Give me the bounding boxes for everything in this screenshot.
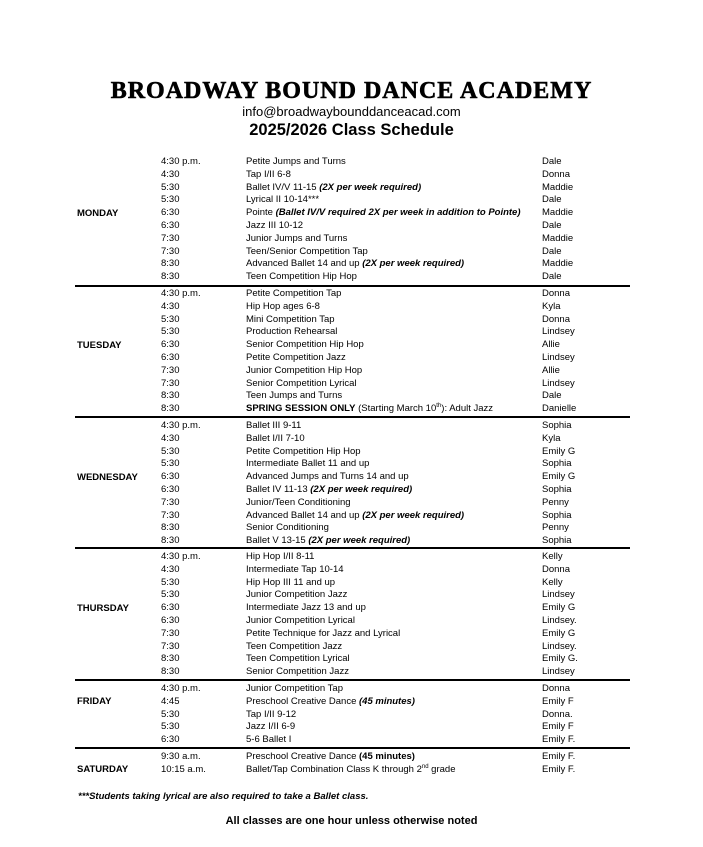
class-time: 7:30 xyxy=(161,640,180,652)
class-time: 4:30 p.m. xyxy=(161,551,201,562)
instructor-name: Emily F. xyxy=(542,734,576,746)
instructor-name: Donna xyxy=(542,563,570,575)
section-divider xyxy=(75,747,630,749)
class-name-text: Teen Jumps and Turns xyxy=(246,390,343,402)
class-name xyxy=(246,484,412,497)
class-name xyxy=(246,510,464,523)
class-requirement-note: (Ballet IV/V required 2X per week in addition to Pointe) xyxy=(275,207,521,219)
session-label: SPRING SESSION ONLY xyxy=(246,403,356,415)
class-name-text: Petite Competition Jazz xyxy=(246,352,346,363)
class-row xyxy=(75,220,630,233)
class-row xyxy=(75,271,630,284)
class-name-text: Petite Competition Hip Hop xyxy=(246,445,361,457)
class-time: 7:30 xyxy=(161,377,180,389)
class-name xyxy=(246,577,335,590)
class-name xyxy=(246,734,291,747)
instructor-name: Maddie xyxy=(542,207,574,219)
class-name-text: Production Rehearsal xyxy=(246,326,338,338)
class-row xyxy=(75,301,630,314)
instructor-name: Dale xyxy=(542,194,562,206)
class-time: 6:30 xyxy=(161,734,180,746)
class-name-text: Tap I/II 6-8 xyxy=(246,168,291,180)
class-name-text: Senior Competition Hip Hop xyxy=(246,339,364,351)
instructor-name: Sophia xyxy=(542,484,572,495)
class-name-text: Petite Jumps and Turns xyxy=(246,156,346,167)
class-row xyxy=(75,471,630,484)
day-label: WEDNESDAY xyxy=(77,472,138,483)
class-time: 6:30 xyxy=(161,339,180,351)
class-requirement-note: (2X per week required) xyxy=(362,258,465,270)
instructor-name: Lindsey. xyxy=(542,615,577,626)
class-name xyxy=(246,497,351,510)
class-name-text: Teen Competition Lyrical xyxy=(246,653,350,665)
class-name-text: Hip Hop III 11 and up xyxy=(246,576,336,588)
class-name-text: Petite Competition Tap xyxy=(246,288,342,299)
instructor-name: Emily G xyxy=(542,627,576,639)
class-time: 4:30 p.m. xyxy=(161,420,201,431)
class-name xyxy=(246,653,350,666)
instructor-name: Sophia xyxy=(542,420,572,431)
class-time: 4:30 p.m. xyxy=(161,683,201,694)
class-time: 6:30 xyxy=(161,220,180,231)
contact-email[interactable]: info@broadwaybounddanceacad.com xyxy=(242,104,461,119)
instructor-name: Allie xyxy=(542,364,560,376)
class-name xyxy=(246,326,337,339)
class-requirement-note: (2X per week required) xyxy=(319,181,422,193)
class-name-text: Junior Competition Lyrical xyxy=(246,615,355,626)
class-requirement-note: (2X per week required) xyxy=(310,484,413,495)
class-name xyxy=(246,314,335,327)
class-name xyxy=(246,365,362,378)
class-time: 4:30 xyxy=(161,563,180,575)
section-divider xyxy=(75,679,630,681)
class-name xyxy=(246,156,346,169)
instructor-name: Lindsey xyxy=(542,377,575,389)
class-name xyxy=(246,403,493,416)
class-time: 8:30 xyxy=(161,653,180,665)
class-time: 8:30 xyxy=(161,522,180,534)
class-row xyxy=(75,194,630,207)
footer-note: All classes are one hour unless otherwise noted xyxy=(225,815,478,827)
class-name-text: Intermediate Jazz 13 and up xyxy=(246,602,366,614)
section-divider xyxy=(75,416,630,418)
class-row xyxy=(75,233,630,246)
class-row xyxy=(75,497,630,510)
class-requirement-note: (45 minutes) xyxy=(359,695,415,707)
class-row xyxy=(75,764,630,777)
instructor-name: Lindsey. xyxy=(542,640,577,652)
class-row xyxy=(75,666,630,679)
class-name xyxy=(246,564,344,577)
class-name xyxy=(246,169,291,182)
class-row xyxy=(75,207,630,220)
class-name xyxy=(246,420,301,433)
class-name xyxy=(246,220,303,233)
ordinal-suffix: th xyxy=(436,403,442,410)
instructor-name: Maddie xyxy=(542,181,574,193)
class-row xyxy=(75,589,630,602)
class-name xyxy=(246,339,364,352)
instructor-name: Emily F. xyxy=(542,763,576,775)
class-name-text: Junior/Teen Conditioning xyxy=(246,496,351,508)
instructor-name: Kyla xyxy=(542,300,561,312)
class-time: 10:15 a.m. xyxy=(161,763,206,775)
class-time: 7:30 xyxy=(161,364,180,376)
class-time: 6:30 xyxy=(161,602,180,614)
class-name-text: Advanced Ballet 14 and up xyxy=(246,258,363,270)
instructor-name: Emily F xyxy=(542,721,574,733)
class-name-text: Advanced Ballet 14 and up xyxy=(246,509,363,521)
class-row xyxy=(75,484,630,497)
instructor-name: Sophia xyxy=(542,509,572,521)
day-label: SATURDAY xyxy=(77,764,129,775)
class-row xyxy=(75,510,630,523)
class-time: 5:30 xyxy=(161,326,180,338)
class-name-text: Advanced Jumps and Turns 14 and up xyxy=(246,471,409,483)
class-time: 5:30 xyxy=(161,589,180,601)
instructor-name: Donna xyxy=(542,683,570,694)
class-name-text: Lyrical II 10-14*** xyxy=(246,194,320,206)
class-requirement-note: (2X per week required) xyxy=(362,509,465,521)
instructor-name: Penny xyxy=(542,522,569,534)
instructor-name: Emily G. xyxy=(542,653,578,665)
class-time: 5:30 xyxy=(161,313,180,325)
instructor-name: Maddie xyxy=(542,232,574,244)
class-name xyxy=(246,207,521,220)
class-row xyxy=(75,378,630,391)
class-time: 7:30 xyxy=(161,232,180,244)
class-row xyxy=(75,721,630,734)
class-name xyxy=(246,683,343,696)
instructor-name: Allie xyxy=(542,339,560,351)
class-row xyxy=(75,458,630,471)
instructor-name: Donna xyxy=(542,288,570,299)
class-name xyxy=(246,352,346,365)
class-row xyxy=(75,751,630,764)
class-row xyxy=(75,641,630,654)
class-time: 5:30 xyxy=(161,721,180,733)
instructor-name: Kelly xyxy=(542,551,563,562)
class-time: 8:30 xyxy=(161,403,180,415)
class-time: 7:30 xyxy=(161,509,180,521)
class-row xyxy=(75,326,630,339)
class-row xyxy=(75,258,630,271)
instructor-name: Emily G xyxy=(542,602,576,614)
class-name-text: 5-6 Ballet I xyxy=(246,734,292,746)
day-label: MONDAY xyxy=(77,208,119,219)
class-name-text: Preschool Creative Dance xyxy=(246,751,359,762)
class-name-text: Ballet IV 11-13 xyxy=(246,484,311,495)
class-row xyxy=(75,709,630,722)
instructor-name: Dale xyxy=(542,271,562,283)
instructor-name: Dale xyxy=(542,245,562,257)
instructor-name: Maddie xyxy=(542,258,574,270)
class-row xyxy=(75,577,630,590)
class-time: 5:30 xyxy=(161,445,180,457)
class-row xyxy=(75,522,630,535)
class-name-text: Junior Competition Tap xyxy=(246,683,343,694)
class-row xyxy=(75,433,630,446)
class-name xyxy=(246,288,341,301)
class-time: 4:30 p.m. xyxy=(161,288,201,299)
class-row xyxy=(75,246,630,259)
schedule-title: 2025/2026 Class Schedule xyxy=(249,121,454,139)
class-name-text: Teen Competition Hip Hop xyxy=(246,271,357,283)
class-name-text: Tap I/II 9-12 xyxy=(246,708,297,720)
class-name xyxy=(246,696,415,709)
class-time: 7:30 xyxy=(161,627,180,639)
class-name xyxy=(246,602,366,615)
class-row xyxy=(75,339,630,352)
class-time: 6:30 xyxy=(161,471,180,483)
class-name-text: Junior Competition Jazz xyxy=(246,589,348,601)
class-name xyxy=(246,751,415,764)
class-name-text: Teen/Senior Competition Tap xyxy=(246,245,368,257)
class-row xyxy=(75,446,630,459)
class-row xyxy=(75,734,630,747)
class-name-text: Junior Jumps and Turns xyxy=(246,232,348,244)
class-row xyxy=(75,551,630,564)
class-row xyxy=(75,169,630,182)
class-name-text: Intermediate Ballet 11 and up xyxy=(246,458,370,470)
class-row xyxy=(75,602,630,615)
class-name xyxy=(246,764,455,777)
class-time: 8:30 xyxy=(161,271,180,283)
class-duration-note: (45 minutes) xyxy=(359,751,415,762)
instructor-name: Lindsey xyxy=(542,326,575,338)
class-time: 8:30 xyxy=(161,666,180,678)
instructor-name: Donna xyxy=(542,313,570,325)
instructor-name: Lindsey xyxy=(542,352,575,363)
class-row xyxy=(75,288,630,301)
class-name-text: Intermediate Tap 10-14 xyxy=(246,563,344,575)
instructor-name: Lindsey xyxy=(542,666,575,678)
class-name xyxy=(246,246,368,259)
instructor-name: Emily G xyxy=(542,445,576,457)
class-time: 5:30 xyxy=(161,576,180,588)
class-time: 6:30 xyxy=(161,207,180,219)
class-name xyxy=(246,666,349,679)
instructor-name: Donna. xyxy=(542,708,573,720)
section-divider xyxy=(75,547,630,549)
class-name xyxy=(246,709,296,722)
instructor-name: Kyla xyxy=(542,432,561,444)
class-name xyxy=(246,182,421,195)
class-name xyxy=(246,433,305,446)
instructor-name: Dale xyxy=(542,220,562,231)
class-name-text: Jazz I/II 6-9 xyxy=(246,721,296,733)
class-name-text: Teen Competition Jazz xyxy=(246,640,343,652)
class-name-text: Ballet/Tap Combination Class K through 2 xyxy=(246,763,422,775)
instructor-name: Emily F. xyxy=(542,751,576,762)
class-name-tail: ): Adult Jazz xyxy=(441,403,494,415)
class-row xyxy=(75,564,630,577)
instructor-name: Dale xyxy=(542,156,562,167)
instructor-name: Emily G xyxy=(542,471,576,483)
class-name-text: Ballet V 13-15 xyxy=(246,535,309,547)
class-time: 4:30 p.m. xyxy=(161,156,201,167)
class-row xyxy=(75,420,630,433)
class-name-text: Ballet IV/V 11-15 xyxy=(246,181,320,193)
class-name-text: (Starting March 10 xyxy=(355,403,437,415)
class-row xyxy=(75,156,630,169)
instructor-name: Danielle xyxy=(542,403,577,415)
class-time: 4:30 xyxy=(161,300,180,312)
class-time: 7:30 xyxy=(161,245,180,257)
class-name-text: Jazz III 10-12 xyxy=(246,220,304,231)
class-row xyxy=(75,628,630,641)
class-time: 6:30 xyxy=(161,484,180,495)
class-name xyxy=(246,522,329,535)
class-name xyxy=(246,446,361,459)
class-name xyxy=(246,301,320,314)
instructor-name: Dale xyxy=(542,390,562,402)
class-name xyxy=(246,641,342,654)
class-time: 5:30 xyxy=(161,708,180,720)
class-name-text: Senior Competition Lyrical xyxy=(246,377,357,389)
class-name xyxy=(246,628,400,641)
instructor-name: Sophia xyxy=(542,458,572,470)
instructor-name: Penny xyxy=(542,496,569,508)
class-name-text: Pointe xyxy=(246,207,276,219)
instructor-name: Sophia xyxy=(542,535,572,547)
class-name-text: Hip Hop ages 6-8 xyxy=(246,300,320,312)
class-name-text: Hip Hop I/II 8-11 xyxy=(246,551,315,562)
instructor-name: Emily F xyxy=(542,695,574,707)
class-row xyxy=(75,696,630,709)
day-label: FRIDAY xyxy=(77,696,112,707)
class-name-text: Mini Competition Tap xyxy=(246,313,335,325)
class-time: 4:45 xyxy=(161,695,180,707)
class-name xyxy=(246,589,347,602)
class-name-text: Petite Technique for Jazz and Lyrical xyxy=(246,627,401,639)
class-name xyxy=(246,615,355,628)
class-row xyxy=(75,365,630,378)
class-time: 9:30 a.m. xyxy=(161,751,201,762)
class-time: 8:30 xyxy=(161,258,180,270)
class-name xyxy=(246,271,357,284)
class-name xyxy=(246,551,314,564)
class-row xyxy=(75,653,630,666)
class-name-text: Senior Competition Jazz xyxy=(246,666,349,678)
class-name xyxy=(246,721,295,734)
class-requirement-note: (2X per week required) xyxy=(308,535,411,547)
class-row xyxy=(75,683,630,696)
class-time: 5:30 xyxy=(161,181,180,193)
class-name xyxy=(246,233,347,246)
instructor-name: Donna xyxy=(542,168,570,180)
class-time: 5:30 xyxy=(161,458,180,470)
class-row xyxy=(75,390,630,403)
class-time: 6:30 xyxy=(161,352,180,363)
class-name-text: Senior Conditioning xyxy=(246,522,329,534)
academy-title: BROADWAY BOUND DANCE ACADEMY xyxy=(110,78,593,104)
lyrical-note: ***Students taking lyrical are also required to take a Ballet class. xyxy=(78,791,369,802)
class-time: 7:30 xyxy=(161,496,180,508)
class-row xyxy=(75,615,630,628)
class-time: 8:30 xyxy=(161,535,180,547)
class-name xyxy=(246,378,357,391)
class-name-text: Ballet I/II 7-10 xyxy=(246,432,305,444)
ordinal-suffix: nd xyxy=(421,763,429,770)
class-time: 8:30 xyxy=(161,390,180,402)
class-time: 4:30 xyxy=(161,168,180,180)
class-row xyxy=(75,352,630,365)
class-row xyxy=(75,182,630,195)
class-name-text: Junior Competition Hip Hop xyxy=(246,364,363,376)
class-name xyxy=(246,471,409,484)
class-name-text: Ballet III 9-11 xyxy=(246,420,302,431)
class-time: 6:30 xyxy=(161,615,180,626)
day-label: THURSDAY xyxy=(77,603,129,614)
class-row xyxy=(75,403,630,416)
class-row xyxy=(75,314,630,327)
section-divider xyxy=(75,285,630,287)
instructor-name: Lindsey xyxy=(542,589,575,601)
class-name xyxy=(246,390,342,403)
day-label: TUESDAY xyxy=(77,340,122,351)
class-name xyxy=(246,458,369,471)
class-name xyxy=(246,258,464,271)
class-name xyxy=(246,194,319,207)
class-name-text: Preschool Creative Dance xyxy=(246,695,359,707)
class-time: 4:30 xyxy=(161,432,180,444)
instructor-name: Kelly xyxy=(542,576,563,588)
class-time: 5:30 xyxy=(161,194,180,206)
class-name-tail: grade xyxy=(428,763,456,775)
